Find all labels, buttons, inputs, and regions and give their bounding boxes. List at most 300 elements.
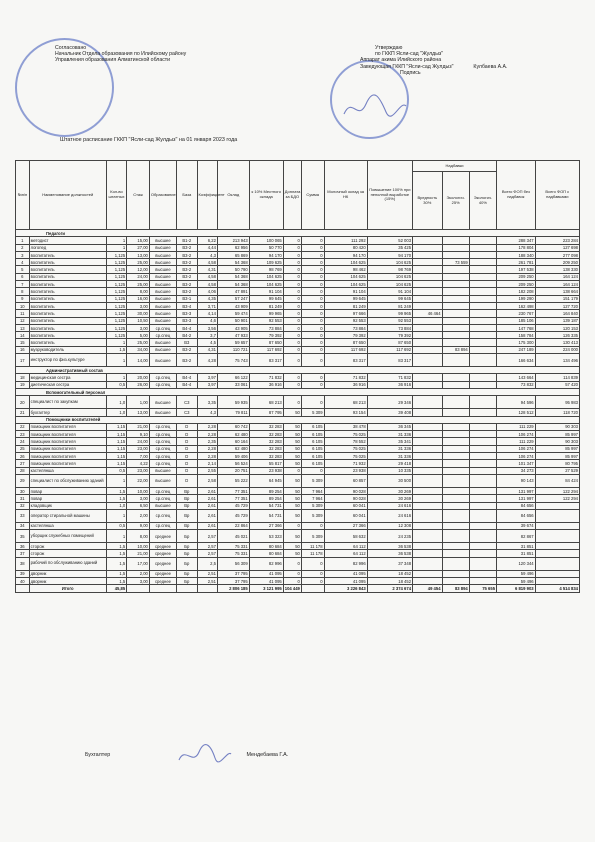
- table-row: [16, 324, 580, 331]
- cell-fop2: 139 187: [535, 317, 579, 324]
- col-header-name: Наименование должностей: [29, 161, 106, 230]
- cell-edu: высшее: [149, 396, 176, 409]
- approval-left-line2: Начальник Отдела образования по Илийскому району: [55, 51, 187, 58]
- cell-n: 18: [16, 374, 30, 381]
- cell-edu: ср.спец: [149, 445, 176, 452]
- cell-add10: 80 684: [249, 543, 283, 550]
- cell-name: рабочий по обслуживанию зданий: [29, 557, 106, 570]
- cell-qty: 1: [106, 237, 126, 244]
- cell-oklad: 54 368: [217, 259, 249, 266]
- cell-pov: 71 832: [367, 374, 412, 381]
- cell-name: воспитатель: [29, 332, 106, 339]
- cell-oklad: 54 368: [217, 273, 249, 280]
- cell-n: 23: [16, 431, 30, 438]
- total-label: Итого: [29, 585, 106, 592]
- cell-name: воспитатель: [29, 339, 106, 346]
- table-body: [16, 230, 580, 593]
- cell-e40: [469, 354, 496, 367]
- cell-sum: 0: [301, 381, 324, 388]
- cell-k: 2,61: [197, 522, 217, 529]
- table-row: [16, 431, 580, 438]
- cell-add10: 91 104: [249, 288, 283, 295]
- cell-e40: [469, 502, 496, 509]
- cell-base: В3-2: [177, 346, 197, 353]
- cell-base: В3-2: [177, 251, 197, 258]
- cell-bdo: 50: [283, 409, 301, 416]
- cell-base: D: [177, 460, 197, 467]
- cell-name: уборщик служебных помещений: [29, 530, 106, 543]
- cell-bdo: 50: [283, 474, 301, 487]
- cell-mk: 90 028: [324, 487, 367, 494]
- cell-sum: 0: [301, 557, 324, 570]
- cell-mk: 78 552: [324, 438, 367, 445]
- cell-qty: 1,5: [106, 487, 126, 494]
- cell-k: 4,06: [197, 288, 217, 295]
- cell-stazh: 10,00: [127, 543, 150, 550]
- cell-pov: 52 003: [367, 237, 412, 244]
- cell-vr: [413, 288, 443, 295]
- cell-n: 20: [16, 396, 30, 409]
- cell-add10: 53 323: [249, 530, 283, 543]
- cell-mk: 90 028: [324, 495, 367, 502]
- cell-base: Вр: [177, 509, 197, 522]
- table-row: [16, 487, 580, 494]
- total-e25: 83 894: [442, 585, 469, 592]
- cell-name: воспитатель: [29, 288, 106, 295]
- cell-stazh: 24,00: [127, 273, 150, 280]
- cell-stazh: 1,00: [127, 396, 150, 409]
- cell-e25: [442, 474, 469, 487]
- col-header-bdo: Доплата за БДО: [283, 161, 301, 230]
- cell-e40: [469, 409, 496, 416]
- cell-base: С3: [177, 409, 197, 416]
- cell-pov: 104 625: [367, 281, 412, 288]
- cell-fop1: 288 347: [497, 237, 536, 244]
- cell-bdo: 0: [283, 302, 301, 309]
- cell-oklad: 62 480: [217, 445, 249, 452]
- cell-edu: высшее: [149, 259, 176, 266]
- cell-k: 2,28: [197, 445, 217, 452]
- cell-stazh: 6,50: [127, 502, 150, 509]
- cell-vr: [413, 530, 443, 543]
- table-row: [16, 295, 580, 302]
- cell-oklad: 79 811: [217, 409, 249, 416]
- cell-sum: 6 105: [301, 438, 324, 445]
- cell-bdo: 50: [283, 530, 301, 543]
- cell-base: В1-2: [177, 237, 197, 244]
- cell-sum: 0: [301, 288, 324, 295]
- cell-name: воспитатель: [29, 259, 106, 266]
- cell-oklad: 59 657: [217, 339, 249, 346]
- cell-stazh: 20,00: [127, 374, 150, 381]
- cell-k: 4,35: [197, 295, 217, 302]
- cell-oklad: 33 061: [217, 381, 249, 388]
- cell-sum: 0: [301, 346, 324, 353]
- cell-e40: [469, 346, 496, 353]
- cell-base: В4-4: [177, 324, 197, 331]
- cell-e40: [469, 550, 496, 557]
- cell-n: 9: [16, 295, 30, 302]
- cell-name: воспитатель: [29, 302, 106, 309]
- cell-fop1: 106 274: [497, 453, 536, 460]
- cell-e25: [442, 354, 469, 367]
- cell-e25: 73 559: [442, 259, 469, 266]
- cell-n: 35: [16, 530, 30, 543]
- cell-oklad: 77 351: [217, 495, 249, 502]
- cell-name: бухгалтер: [29, 409, 106, 416]
- cell-bdo: 0: [283, 381, 301, 388]
- staffing-table: [15, 160, 580, 593]
- cell-sum: 0: [301, 273, 324, 280]
- cell-name: помощник воспитателя: [29, 453, 106, 460]
- cell-fop1: 185 106: [497, 317, 536, 324]
- cell-edu: ср.спец: [149, 438, 176, 445]
- cell-pov: 12 308: [367, 522, 412, 529]
- cell-e25: [442, 431, 469, 438]
- cell-e25: 83 894: [442, 346, 469, 353]
- cell-pov: 104 625: [367, 259, 412, 266]
- cell-vr: [413, 577, 443, 584]
- cell-e25: [442, 374, 469, 381]
- cell-vr: [413, 431, 443, 438]
- cell-pov: 29 418: [367, 460, 412, 467]
- cell-edu: высшее: [149, 474, 176, 487]
- cell-stazh: 21,00: [127, 423, 150, 430]
- cell-base: В3-3: [177, 310, 197, 317]
- table-row: [16, 259, 580, 266]
- cell-n: 11: [16, 310, 30, 317]
- cell-sum: 0: [301, 310, 324, 317]
- cell-oklad: 47 933: [217, 332, 249, 339]
- cell-vr: [413, 438, 443, 445]
- cell-pov: 73 884: [367, 324, 412, 331]
- cell-fop2: 95 983: [535, 396, 579, 409]
- cell-pov: 29 346: [367, 396, 412, 409]
- cell-qty: 1,5: [106, 550, 126, 557]
- cell-fop2: 57 420: [535, 381, 579, 388]
- cell-pov: 18 452: [367, 577, 412, 584]
- approval-right-line3: Аппарат акима Илийского района: [360, 57, 442, 64]
- cell-mk: 71 832: [324, 374, 367, 381]
- cell-pov: 37 348: [367, 557, 412, 570]
- cell-pov: 98 769: [367, 266, 412, 273]
- total-fop1: 6 819 903: [497, 585, 536, 592]
- cell-pov: 35 425: [367, 244, 412, 251]
- cell-bdo: 0: [283, 396, 301, 409]
- cell-name: помощник воспитателя: [29, 438, 106, 445]
- table-row: [16, 509, 580, 522]
- cell-e40: [469, 495, 496, 502]
- cell-vr: [413, 396, 443, 409]
- cell-e25: [442, 522, 469, 529]
- cell-name: специалист по обслуживанию зданий: [29, 474, 106, 487]
- cell-add10: 87 650: [249, 339, 283, 346]
- cell-k: 4,14: [197, 310, 217, 317]
- director-signature: [340, 92, 410, 122]
- cell-pov: 31 336: [367, 453, 412, 460]
- cell-fop1: 247 189: [497, 346, 536, 353]
- cell-qty: 1,125: [106, 295, 126, 302]
- cell-e25: [442, 273, 469, 280]
- cell-add10: 89 254: [249, 495, 283, 502]
- cell-edu: ср.спец: [149, 460, 176, 467]
- cell-qty: 1: [106, 354, 126, 367]
- cell-sum: 0: [301, 570, 324, 577]
- cell-sum: 5 309: [301, 509, 324, 522]
- cell-add10: 99 965: [249, 310, 283, 317]
- total-sum: [301, 585, 324, 592]
- cell-fop2: [535, 522, 579, 529]
- cell-bdo: 0: [283, 577, 301, 584]
- cell-stazh: 10,00: [127, 487, 150, 494]
- cell-sum: 11 178: [301, 543, 324, 550]
- cell-fop2: 126 335: [535, 332, 579, 339]
- cell-base: В3-3: [177, 317, 197, 324]
- cell-fop1: 31 851: [497, 543, 536, 550]
- cell-pov: 36 538: [367, 543, 412, 550]
- cell-e40: [469, 302, 496, 309]
- cell-n: 26: [16, 453, 30, 460]
- cell-mk: 92 553: [324, 317, 367, 324]
- cell-pov: 35 341: [367, 438, 412, 445]
- cell-mk: 64 112: [324, 543, 367, 550]
- cell-vr: [413, 570, 443, 577]
- cell-vr: [413, 445, 443, 452]
- cell-k: 2,61: [197, 509, 217, 522]
- cell-e25: [442, 570, 469, 577]
- cell-stazh: 5,00: [127, 332, 150, 339]
- cell-fop2: 84 424: [535, 474, 579, 487]
- cell-sum: 6 105: [301, 445, 324, 452]
- cell-vr: [413, 332, 443, 339]
- cell-k: 2,55: [197, 467, 217, 474]
- cell-mk: 94 170: [324, 251, 367, 258]
- cell-mk: 60 041: [324, 502, 367, 509]
- cell-mk: 80 420: [324, 244, 367, 251]
- cell-pov: 31 336: [367, 431, 412, 438]
- cell-edu: среднее: [149, 570, 176, 577]
- table-row: [16, 577, 580, 584]
- cell-edu: высшее: [149, 409, 176, 416]
- cell-oklad: 77 351: [217, 487, 249, 494]
- cell-base: В3-4: [177, 302, 197, 309]
- cell-stazh: 14,00: [127, 354, 150, 367]
- cell-fop2: [535, 543, 579, 550]
- cell-name: специалист по закупкам: [29, 396, 106, 409]
- cell-edu: высшее: [149, 295, 176, 302]
- cell-qty: 1,5: [106, 557, 126, 570]
- cell-fop1: 120 344: [497, 557, 536, 570]
- cell-k: 3,97: [197, 374, 217, 381]
- table-row: [16, 522, 580, 529]
- approval-right-line4: Заведующая ГККП "Ясли-сад Жулдыз": [360, 63, 454, 70]
- cell-k: 2,61: [197, 495, 217, 502]
- cell-fop2: [535, 570, 579, 577]
- cell-mk: 97 666: [324, 310, 367, 317]
- cell-qty: 1,0: [106, 409, 126, 416]
- cell-oklad: 75 743: [217, 354, 249, 367]
- cell-k: 4,3: [197, 409, 217, 416]
- cell-name: методист: [29, 237, 106, 244]
- cell-base: В3: [177, 339, 197, 346]
- cell-vr: [413, 381, 443, 388]
- cell-e25: [442, 310, 469, 317]
- cell-e25: [442, 487, 469, 494]
- cell-fop2: 151 179: [535, 295, 579, 302]
- cell-qty: 1,0: [106, 502, 126, 509]
- col-header-fop1: Всего ФОП без надбавок: [497, 161, 536, 230]
- col-header-num: №п/п: [16, 161, 30, 230]
- total-mk: 3 226 843: [324, 585, 367, 592]
- cell-vr: [413, 317, 443, 324]
- cell-vr: [413, 259, 443, 266]
- cell-oklad: 22 864: [217, 522, 249, 529]
- cell-mk: 41 095: [324, 570, 367, 577]
- cell-oklad: 45 729: [217, 509, 249, 522]
- cell-sum: 0: [301, 259, 324, 266]
- cell-k: 6,22: [197, 237, 217, 244]
- cell-bdo: 0: [283, 251, 301, 258]
- cell-qty: 1,15: [106, 453, 126, 460]
- cell-n: 1: [16, 237, 30, 244]
- cell-edu: высшее: [149, 310, 176, 317]
- cell-e25: [442, 237, 469, 244]
- cell-mk: 68 213: [324, 396, 367, 409]
- cell-fop2: 120 153: [535, 324, 579, 331]
- cell-fop1: 111 229: [497, 423, 536, 430]
- cell-qty: 1: [106, 474, 126, 487]
- cell-vr: [413, 251, 443, 258]
- cell-stazh: 3,00: [127, 302, 150, 309]
- cell-stazh: 30,00: [127, 310, 150, 317]
- table-row: [16, 288, 580, 295]
- cell-edu: высшее: [149, 273, 176, 280]
- cell-fop1: 188 340: [497, 251, 536, 258]
- cell-stazh: 3,00: [127, 495, 150, 502]
- cell-sum: 5 309: [301, 502, 324, 509]
- cell-fop2: [535, 509, 579, 522]
- cell-sum: 0: [301, 332, 324, 339]
- cell-edu: ср.спец: [149, 332, 176, 339]
- cell-qty: 1,0: [106, 396, 126, 409]
- cell-e25: [442, 557, 469, 570]
- cell-fop1: 182 208: [497, 288, 536, 295]
- cell-mk: 93 154: [324, 409, 367, 416]
- cell-vr: [413, 295, 443, 302]
- cell-fop2: 127 720: [535, 302, 579, 309]
- cell-add10: 32 283: [249, 438, 283, 445]
- cell-fop1: 106 274: [497, 445, 536, 452]
- col-header-sum: Сумма: [301, 161, 324, 230]
- cell-add10: 109 625: [249, 259, 283, 266]
- cell-mk: 104 625: [324, 259, 367, 266]
- table-row: [16, 453, 580, 460]
- total-empty: [149, 585, 176, 592]
- cell-e25: [442, 339, 469, 346]
- section-label: Помощники воспитателей: [16, 416, 580, 423]
- cell-k: 3,71: [197, 302, 217, 309]
- cell-qty: 1,5: [106, 543, 126, 550]
- cell-e40: [469, 237, 496, 244]
- cell-k: 4,6: [197, 317, 217, 324]
- cell-fop2: 164 124: [535, 281, 579, 288]
- cell-k: 2,57: [197, 543, 217, 550]
- cell-e25: [442, 453, 469, 460]
- cell-name: сторож: [29, 550, 106, 557]
- cell-e40: [469, 273, 496, 280]
- cell-bdo: 0: [283, 273, 301, 280]
- cell-add10: 32 283: [249, 423, 283, 430]
- cell-fop2: 164 124: [535, 273, 579, 280]
- cell-vr: [413, 550, 443, 557]
- cell-k: 2,57: [197, 530, 217, 543]
- cell-sum: 0: [301, 302, 324, 309]
- cell-pov: 10 335: [367, 467, 412, 474]
- cell-base: В4-4: [177, 374, 197, 381]
- cell-add10: 87 795: [249, 409, 283, 416]
- cell-n: 19: [16, 381, 30, 388]
- cell-k: 2,35: [197, 438, 217, 445]
- cell-stazh: 23,00: [127, 445, 150, 452]
- cell-fop1: 106 274: [497, 431, 536, 438]
- cell-qty: 1,125: [106, 281, 126, 288]
- cell-edu: высшее: [149, 502, 176, 509]
- cell-stazh: 9,10: [127, 431, 150, 438]
- cell-fop2: [535, 502, 579, 509]
- cell-mk: 87 650: [324, 339, 367, 346]
- table-row: [16, 302, 580, 309]
- cell-sum: 5 309: [301, 530, 324, 543]
- cell-qty: 0,5: [106, 522, 126, 529]
- cell-edu: ср.спец: [149, 487, 176, 494]
- cell-edu: высшее: [149, 467, 176, 474]
- cell-fop2: 118 720: [535, 409, 579, 416]
- cell-name: воспитатель: [29, 310, 106, 317]
- cell-name: диетическая сестра: [29, 381, 106, 388]
- cell-sum: 0: [301, 266, 324, 273]
- cell-add10: 32 283: [249, 445, 283, 452]
- cell-qty: 1,125: [106, 302, 126, 309]
- total-add10: 3 121 995: [249, 585, 283, 592]
- cell-add10: 68 213: [249, 396, 283, 409]
- cell-name: повар: [29, 495, 106, 502]
- cell-vr: [413, 324, 443, 331]
- cell-oklad: 59 935: [217, 396, 249, 409]
- cell-mk: 104 625: [324, 273, 367, 280]
- cell-qty: 1: [106, 374, 126, 381]
- table-row: [16, 332, 580, 339]
- cell-e40: [469, 445, 496, 452]
- cell-e40: [469, 438, 496, 445]
- cell-stazh: 12,00: [127, 266, 150, 273]
- cell-name: кастелянша: [29, 522, 106, 529]
- cell-oklad: 75 331: [217, 543, 249, 550]
- cell-e40: [469, 453, 496, 460]
- col-header-e40: Экологич. 40%: [469, 172, 496, 230]
- cell-fop1: 39 674: [497, 522, 536, 529]
- cell-oklad: 60 742: [217, 423, 249, 430]
- cell-bdo: 50: [283, 423, 301, 430]
- cell-oklad: 62 480: [217, 431, 249, 438]
- cell-mk: 75 025: [324, 453, 367, 460]
- cell-vr: [413, 509, 443, 522]
- cell-pov: 31 336: [367, 445, 412, 452]
- cell-pov: 24 235: [367, 530, 412, 543]
- cell-edu: высшее: [149, 339, 176, 346]
- cell-k: 3,35: [197, 396, 217, 409]
- col-header-k: Коэффициент: [197, 161, 217, 230]
- cell-base: Бр: [177, 550, 197, 557]
